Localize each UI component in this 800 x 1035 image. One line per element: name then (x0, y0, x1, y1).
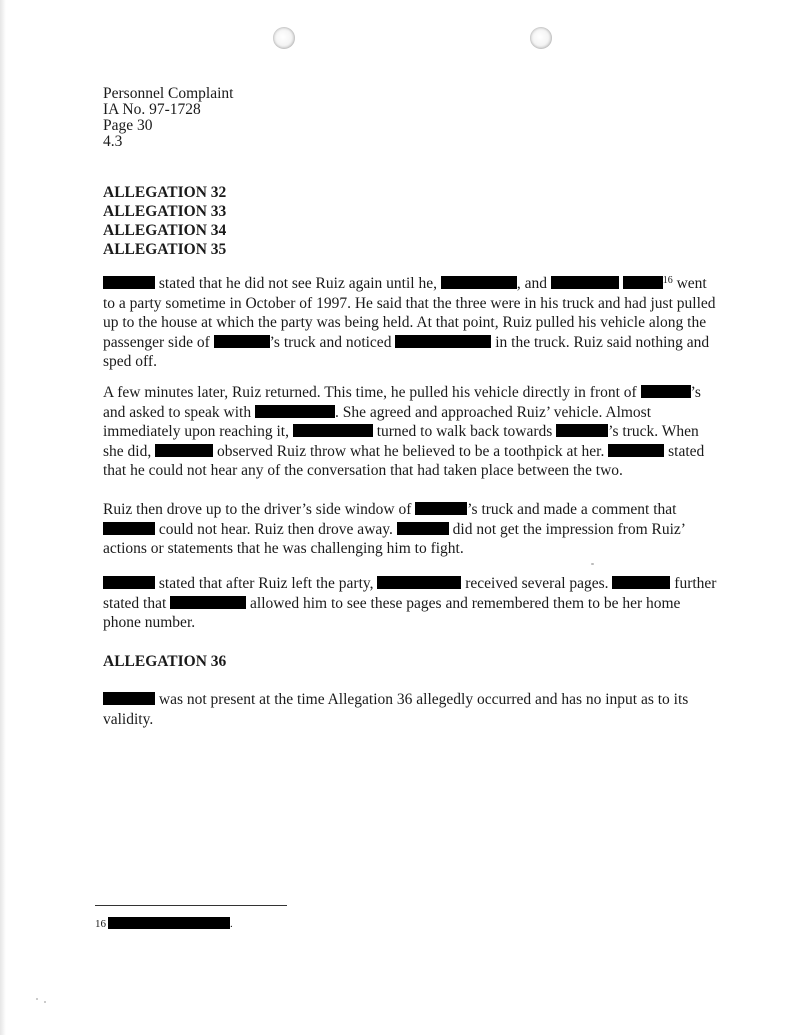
redaction (103, 276, 155, 289)
redaction (170, 596, 246, 609)
allegation-heading-34: ALLEGATION 34 (103, 222, 227, 239)
footnote-tail: . (230, 918, 233, 930)
punch-hole-left (273, 27, 295, 49)
scan-speck (36, 998, 38, 1000)
paragraph-text: . She agreed and approached Ruiz’ vehicle. Almost immediately upon reaching it, (103, 403, 652, 440)
paragraph-2 (103, 383, 718, 481)
redaction (556, 424, 608, 437)
paragraph-5 (103, 690, 718, 729)
redaction (155, 444, 213, 457)
allegation-heading-group (103, 183, 226, 259)
redaction (214, 335, 270, 348)
redaction (441, 276, 517, 289)
redaction (293, 424, 373, 437)
paragraph-text: did not get the impression from Ruiz’ actions or statements that he was challenging him to fight. (103, 520, 685, 557)
paragraph-4 (103, 574, 718, 633)
paragraph-text: ’s truck and noticed (269, 333, 392, 351)
redaction (103, 692, 155, 705)
paragraph-text: went to a party sometime in October of 1997. He said that the three were in his truck and had just pulled up to the house at which the party was being held. At that point, Ruiz pulled his vehicle along the passenger side of (103, 275, 716, 351)
paragraph-3 (103, 500, 718, 559)
paragraph-text: A few minutes later, Ruiz returned. This time, he pulled his vehicle directly in front of (103, 384, 637, 401)
paragraph-text: stated that he could not hear any of the conversation that had taken place between the two. (103, 442, 705, 479)
page-edge-shadow (0, 0, 6, 1035)
paragraph-text: Ruiz then drove up to the driver’s side window of (103, 501, 412, 518)
allegation-heading-36: ALLEGATION 36 (103, 653, 227, 670)
paragraph-text: stated that he did not see Ruiz again until he, (158, 275, 437, 292)
scan-speck (591, 563, 594, 565)
redaction (641, 385, 691, 398)
allegation-heading-32: ALLEGATION 32 (103, 184, 227, 201)
paragraph-text: received several pages. (465, 575, 609, 592)
redaction (415, 502, 467, 515)
redaction (255, 405, 335, 418)
paragraph-text: in the truck. Ruiz said nothing and sped off. (103, 333, 710, 370)
allegation-heading-35: ALLEGATION 35 (103, 241, 227, 258)
redaction (395, 335, 491, 348)
redaction (608, 444, 664, 457)
redaction (397, 522, 449, 535)
paragraph-text: observed Ruiz throw what he believed to be a toothpick at her. (216, 442, 605, 460)
footnote-number: 16 (95, 918, 106, 930)
paragraph-text: ’s and asked to speak with (103, 384, 701, 421)
paragraph-text: ’s truck and made a comment that (467, 501, 677, 518)
header-complaint-type: Personnel Complaint (103, 85, 234, 102)
redaction (377, 576, 461, 589)
redaction (108, 917, 230, 929)
punch-hole-right (530, 27, 552, 49)
paragraph-text: ’s truck. When she did, (103, 423, 699, 460)
paragraph-text: , and (516, 275, 547, 292)
paragraph-text: was not present at the time Allegation 36 allegedly occurred and has no input as to its validity. (103, 691, 689, 728)
paragraph-text: turned to walk back towards (376, 423, 553, 440)
header-page-number: Page 30 (103, 117, 153, 134)
paragraph-text: allowed him to see these pages and remembered them to be her home phone number. (103, 594, 681, 631)
paragraph-text: further stated that (103, 575, 717, 612)
redaction (612, 576, 670, 589)
document-header (103, 86, 233, 150)
redaction (551, 276, 619, 289)
footnote-16 (95, 917, 233, 931)
footnote-ref: 16 (662, 275, 673, 286)
scan-speck (44, 1001, 46, 1003)
footnote-separator (95, 905, 287, 906)
paragraph-text: could not hear. Ruiz then drove away. (158, 520, 393, 538)
paragraph-text: stated that after Ruiz left the party, (158, 575, 374, 592)
allegation-heading-33: ALLEGATION 33 (103, 203, 227, 220)
redaction (623, 276, 663, 289)
redaction (103, 522, 155, 535)
header-ia-number: IA No. 97-1728 (103, 101, 201, 118)
paragraph-1 (103, 274, 718, 372)
header-section: 4.3 (103, 133, 123, 150)
redaction (103, 576, 155, 589)
